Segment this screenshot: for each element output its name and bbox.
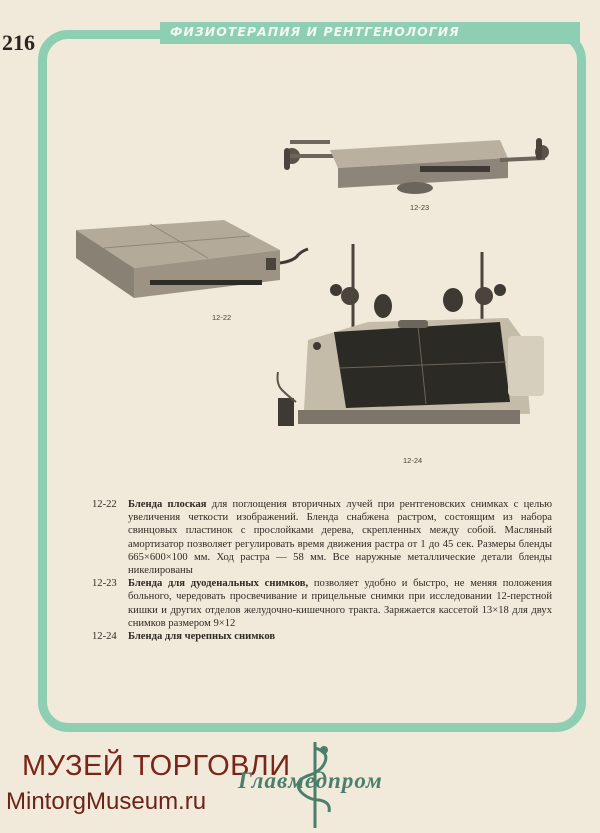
entry-body	[128, 577, 552, 630]
caption-12-23: 12-23	[410, 203, 430, 212]
caption-12-22: 12-22	[212, 313, 232, 322]
watermark-brand: Главмедпром	[238, 768, 383, 793]
photo-12-24	[268, 240, 553, 440]
description-block	[92, 498, 552, 643]
photo-12-23	[270, 128, 560, 208]
section-title: ФИЗИОТЕРАПИЯ И РЕНТГЕНОЛОГИЯ	[170, 24, 460, 39]
entry-text: позволяет удобно и быстро, не меняя положения больного, чередовать просвечивание и прицельные снимки при исследовании 12-перстной кишки и других отделов желудочно-кишечного тракта. Заряжается кассетой 13×18 для двух снимков размером 9×12	[128, 578, 552, 629]
entry-12-24	[92, 630, 552, 643]
caption-12-24: 12-24	[403, 456, 423, 465]
entry-code: 12-24	[92, 631, 117, 643]
watermark-url: MintorgMuseum.ru	[6, 788, 207, 815]
page-number: 216	[2, 30, 35, 55]
entry-title: Бленда для дуоденальных снимков,	[128, 578, 309, 590]
entry-12-23	[92, 577, 552, 630]
entry-title: Бленда плоская	[128, 499, 207, 510]
entry-code: 12-22	[92, 499, 117, 510]
watermark-museum-name: МУЗЕЙ ТОРГОВЛИ	[22, 750, 291, 782]
entry-code: 12-23	[92, 578, 117, 590]
entry-text: для поглощения вторичных лучей при рентгеновских снимках с целью увеличения четкости изображений. Бленда снабжена растром, состоящим из набора свинцовых пластинок с прослойками дерева, скрепленных между собой. Масляный амортизатор позволяет регулировать время движения растра от 1 до 45 сек. Размеры бленды 665×600×100 мм. Ход растра — 58 мм. Все наружные металлические детали бленды никелированы	[128, 499, 553, 577]
entry-body	[128, 630, 552, 643]
entry-body	[128, 498, 552, 577]
entry-title: Бленда для черепных снимков	[128, 631, 276, 643]
entry-12-22	[92, 498, 552, 577]
